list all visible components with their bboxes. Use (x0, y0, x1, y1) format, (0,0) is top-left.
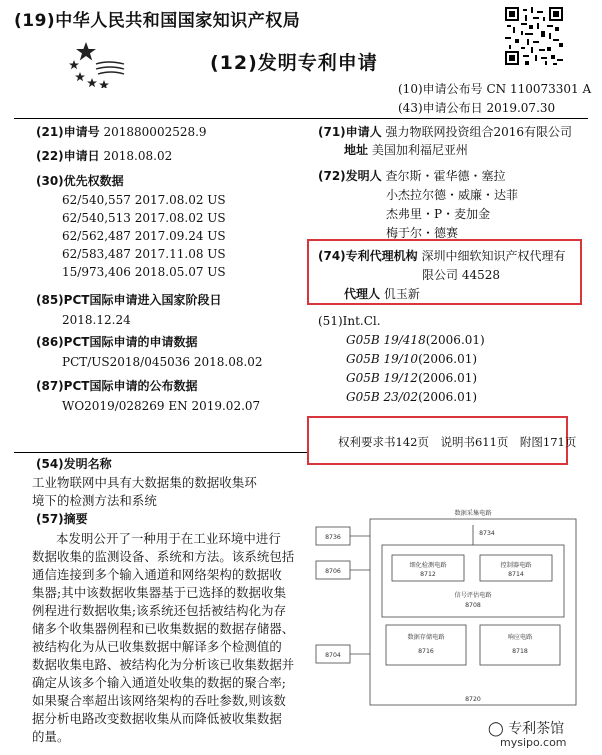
drawing-label: 8718 (512, 648, 528, 655)
abstract-line: 通信连接到多个输入通道和网络架构的数据收 (32, 567, 282, 582)
wechat-icon: ◯ (488, 721, 504, 737)
drawing-outer-box (370, 519, 576, 705)
patent-agency: (74)专利代理机构 深圳中细软知识产权代理有 (318, 249, 566, 263)
ipc-item: G05B 19/418(2006.01) (346, 333, 485, 347)
abstract-line: 例程进行数据收集;该系统还包括被结构化为存 (32, 603, 287, 618)
drawing-label: 8712 (420, 571, 436, 578)
abstract-line: 储多个收集器例程和已收集数据的数据存储器、 (32, 621, 295, 636)
page-counts: 权利要求书142页 说明书611页 附图171页 (338, 435, 577, 449)
priority-label: (30)优先权数据 (36, 174, 124, 188)
office-name: (19)中华人民共和国国家知识产权局 (14, 11, 301, 31)
applicant: (71)申请人 强力物联网投资组合2016有限公司 (318, 125, 573, 139)
drawing-label: 8708 (465, 602, 481, 609)
invention-title: 境下的检测方法和系统 (32, 493, 157, 508)
inventor-name: 小杰拉尔德・威廉・达菲 (386, 188, 519, 202)
pct-app-label: (86)PCT国际申请的申请数据 (36, 335, 198, 349)
drawing-label: 8736 (325, 534, 341, 541)
drawing-label: 8720 (465, 696, 481, 703)
invention-title-label: (54)发明名称 (36, 457, 112, 471)
priority-item: 62/540,557 2017.08.02 US (62, 193, 226, 207)
document-type: (12)发明专利申请 (210, 52, 378, 74)
drawing-label: 响应电路 (507, 634, 533, 641)
drawing-box-s1 (386, 625, 466, 665)
watermark-site: mysipo.com (500, 736, 567, 749)
pct-entry-label: (85)PCT国际申请进入国家阶段日 (36, 293, 222, 307)
abstract-line: 集器;其中该数据收集器基于已选择的数据收集 (32, 585, 287, 600)
ipc-label: (51)Int.Cl. (318, 314, 381, 328)
drawing-box-s2 (480, 625, 560, 665)
header-divider (14, 118, 588, 119)
patent-agency-cont: 限公司 44528 (422, 268, 500, 282)
publication-number: (10)申请公布号 CN 110073301 A (398, 82, 592, 96)
abstract-line: 本发明公开了一种用于在工业环境中进行 (56, 531, 281, 546)
ipc-item: G05B 19/10(2006.01) (346, 352, 478, 366)
drawing-label: 数据存储电路 (407, 634, 445, 641)
ipc-item: G05B 19/12(2006.01) (346, 371, 478, 385)
drawing-label: 8716 (418, 648, 434, 655)
drawing-label: 细化检测电路 (409, 562, 447, 569)
drawing-label: 8706 (325, 568, 341, 575)
applicant-address: 地址 美国加利福尼亚州 (344, 143, 468, 157)
application-date: (22)申请日 2018.08.02 (36, 149, 173, 163)
pct-pub-data: WO2019/028269 EN 2019.02.07 (62, 399, 261, 413)
abstract-line: 据分析电路改变数据收集从而降低被收集数据 (32, 711, 282, 726)
section-divider (14, 452, 307, 453)
drawing-label: 信号评估电路 (454, 592, 492, 599)
abstract-line: 数据收集的监测设备、系统和方法。该系统包括 (32, 549, 295, 564)
drawing-label: 8734 (479, 530, 495, 537)
drawing-label: 8714 (508, 571, 524, 578)
drawing-label: 8704 (325, 652, 341, 659)
invention-title: 工业物联网中具有大数据集的数据收集环 (32, 475, 257, 490)
pct-entry-date: 2018.12.24 (62, 313, 131, 327)
priority-item: 62/583,487 2017.11.08 US (62, 247, 226, 261)
qr-code-icon (505, 7, 563, 65)
ipc-item: G05B 23/02(2006.01) (346, 390, 478, 404)
pct-app-data: PCT/US2018/045036 2018.08.02 (62, 355, 263, 369)
patent-agent: 代理人 仉玉新 (344, 287, 420, 301)
inventor-label: (72)发明人 查尔斯・霍华德・塞拉 (318, 169, 506, 183)
abstract-drawing (312, 505, 588, 720)
pct-pub-label: (87)PCT国际申请的公布数据 (36, 379, 198, 393)
priority-item: 62/540,513 2017.08.02 US (62, 211, 226, 225)
cnipa-emblem-icon (66, 40, 128, 88)
watermark-brand: ◯ 专利茶馆 (488, 721, 565, 737)
abstract-label: (57)摘要 (36, 512, 88, 526)
inventor-name: 杰弗里・P・麦加金 (386, 207, 491, 221)
abstract-line: 确定从该多个输入通道处收集的数据的聚合率; (32, 675, 287, 690)
abstract-line: 被结构化为从已收集数据中解译多个检测值的 (32, 639, 282, 654)
drawing-label: 控制器电路 (500, 562, 532, 569)
drawing-label: 数据采集电路 (454, 510, 492, 517)
abstract-line: 如果聚合率超出该网络架构的吞吐参数,则该数 (32, 693, 286, 708)
application-number: (21)申请号 201880002528.9 (36, 125, 207, 139)
publication-date: (43)申请公布日 2019.07.30 (398, 101, 556, 115)
priority-item: 15/973,406 2018.05.07 US (62, 265, 226, 279)
priority-item: 62/562,487 2017.09.24 US (62, 229, 226, 243)
abstract-line: 的量。 (32, 729, 70, 744)
inventor-name: 梅于尔・德赛 (386, 226, 459, 240)
abstract-line: 数据收集电路、被结构化为分析该已收集数据并 (32, 657, 295, 672)
